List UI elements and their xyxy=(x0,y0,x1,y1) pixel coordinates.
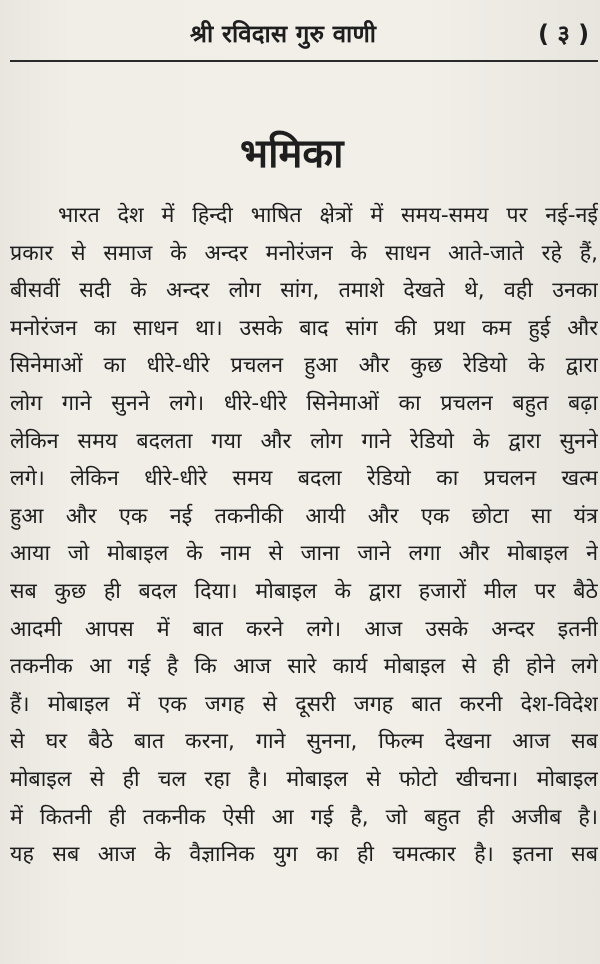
text-line: लोग गाने सुनने लगे। धीरे-धीरे सिनेमाओं का प्रचलन बहुत बढ़ा xyxy=(10,390,598,416)
text-line: से घर बैठे बात करना, गाने सुनना, फिल्म देखना आज सब xyxy=(10,729,598,755)
page-header xyxy=(0,0,600,58)
text-line: मनोरंजन का साधन था। उसके बाद सांग की प्रथा कम हुई और xyxy=(10,315,598,341)
text-line: हैं। मोबाइल में एक जगह से दूसरी जगह बात करनी देश-विदेश xyxy=(10,691,598,717)
text-line: सब कुछ ही बदल दिया। मोबाइल के द्वारा हजारों मील पर बैठे xyxy=(10,578,598,604)
text-line: सिनेमाओं का धीरे-धीरे प्रचलन हुआ और कुछ रेडियो के द्वारा xyxy=(10,353,598,379)
text-line: आदमी आपस में बात करने लगे। आज उसके अन्दर इतनी xyxy=(10,616,598,642)
body-paragraph xyxy=(10,197,598,874)
text-line: लेकिन समय बदलता गया और लोग गाने रेडियो के द्वारा सुनने xyxy=(10,428,598,454)
text-line: आया जो मोबाइल के नाम से जाना जाने लगा और मोबाइल ने xyxy=(10,541,598,567)
chapter-title: भमिका xyxy=(240,131,344,177)
text-line: प्रकार से समाज के अन्दर मनोरंजन के साधन आते-जाते रहे हैं, xyxy=(10,240,598,266)
text-line: में कितनी ही तकनीक ऐसी आ गई है, जो बहुत ही अजीब है। xyxy=(10,804,598,830)
text-line: बीसवीं सदी के अन्दर लोग सांग, तमाशे देखते थे, वही उनका xyxy=(10,278,598,304)
running-title: श्री रविदास गुरु वाणी xyxy=(190,20,377,48)
text-line: भारत देश में हिन्दी भाषित क्षेत्रों में समय-समय पर नई-नई xyxy=(58,203,598,228)
text-line: तकनीक आ गई है कि आज सारे कार्य मोबाइल से ही होने लगे xyxy=(10,654,598,680)
header-divider xyxy=(10,60,598,62)
text-line: मोबाइल से ही चल रहा है। मोबाइल से फोटो खीचना। मोबाइल xyxy=(10,766,598,792)
text-line: हुआ और एक नई तकनीकी आयी और एक छोटा सा यंत्र xyxy=(10,503,598,529)
text-line: यह सब आज के वैज्ञानिक युग का ही चमत्कार है। इतना सब xyxy=(10,842,598,868)
text-line: लगे। लेकिन धीरे-धीरे समय बदला रेडियो का प्रचलन खत्म xyxy=(10,466,598,492)
page-number: ( ३ ) xyxy=(538,20,590,48)
